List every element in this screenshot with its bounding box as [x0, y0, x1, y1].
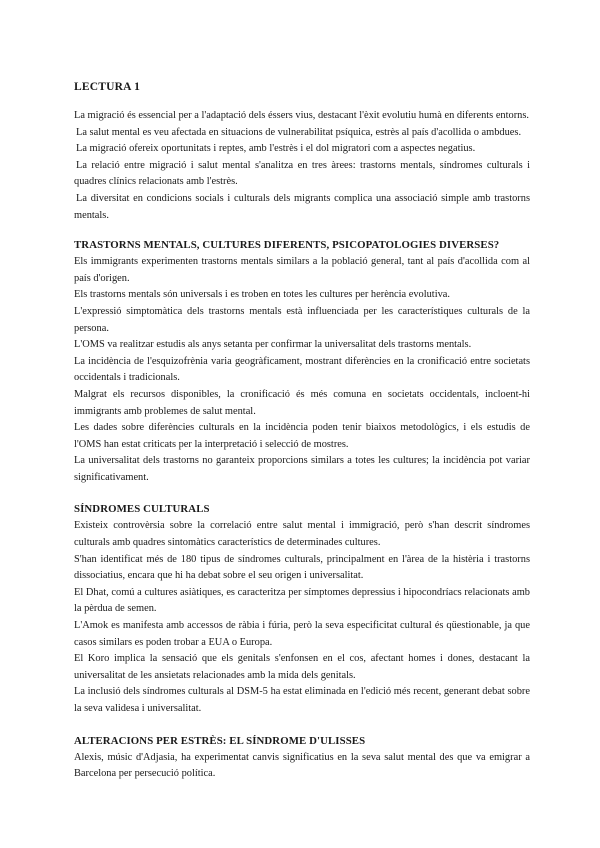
section-paragraph: S'han identificat més de 180 tipus de síndromes culturals, principalment en l'àrea de la histèria i trastorns dissociatius, encara que hi ha debat sobre el seu origen i universalitat. — [74, 553, 530, 582]
section-paragraph: La inclusió dels síndromes culturals al DSM-5 ha estat eliminada en l'edició més recent, generant debat sobre la seva validesa i universalitat. — [74, 686, 530, 714]
section-paragraph: L'Amok es manifesta amb accessos de ràbia i fúria, però la seva especificitat cultural és qüestionable, ja que casos similars es poden trobar a EUA o Europa. — [74, 620, 530, 648]
section-heading: ALTERACIONS PER ESTRÈS: EL SÍNDROME D'ULISSES — [74, 734, 366, 747]
section-paragraph: El Koro implica la sensació que els genitals s'enfonsen en el cos, afectant homes i dones, destacant la universalitat de les ansietats relacionades amb la mida dels genitals. — [74, 653, 530, 681]
section-paragraph: La incidència de l'esquizofrènia varia geogràficament, mostrant diferències en la cronificació entre societats occidentals i tradicionals. — [74, 355, 530, 384]
section-paragraph: L'expressió simptomàtica dels trastorns mentals està influenciada per les característiques culturals de la persona. — [74, 305, 530, 334]
section-paragraph: El Dhat, comú a cultures asiàtiques, es caracteritza per símptomes depressius i hipocondríacs relacionats amb la pèrdua de semen. — [74, 586, 530, 615]
section-paragraph: Els immigrants experimenten trastorns mentals similars a la població general, tant al país d'acollida com al país d'origen. — [74, 256, 530, 284]
intro-paragraph: La migració és essencial per a l'adaptació dels éssers vius, destacant l'èxit evolutiu humà en diferents entorns. — [74, 110, 530, 121]
section-paragraph: Existeix controvèrsia sobre la correlació entre salut mental i immigració, però s'han descrit síndromes culturals amb quadres sintomàtics característics de determinades cultures. — [74, 520, 530, 549]
section-paragraph: Alexis, músic d'Adjasia, ha experimentat canvis significatius en la seva salut mental des que va emigrar a Barcelona per persecució política. — [74, 751, 530, 780]
section-mental-disorders — [74, 238, 530, 486]
section-paragraph: Els trastorns mentals són universals i es troben en totes les cultures per herència evolutiva. — [74, 289, 450, 301]
section-heading: SÍNDROMES CULTURALS — [74, 503, 210, 516]
document-title: LECTURA 1 — [74, 81, 141, 93]
intro-paragraph: La salut mental es veu afectada en situacions de vulnerabilitat psíquica, estrès al país d'acollida o ambdues. — [76, 126, 522, 138]
section-paragraph: Malgrat els recursos disponibles, la cronificació és més comuna en societats occidentals, incloent-hi immigrants amb problemes de salut mental. — [74, 388, 530, 417]
section-paragraph: L'OMS va realitzar estudis als anys setanta per confirmar la universalitat dels trastorns mentals. — [74, 339, 472, 351]
section-paragraph: Les dades sobre diferències culturals en la incidència poden tenir biaixos metodològics, i els estudis de l'OMS han estat criticats per la interpretació i selecció de mostres. — [74, 422, 530, 450]
section-heading: TRASTORNS MENTALS, CULTURES DIFERENTS, PSICOPATOLOGIES DIVERSES? — [74, 239, 500, 252]
section-ulysses-syndrome — [74, 734, 530, 783]
intro-paragraph: La diversitat en condicions socials i culturals dels migrants complica una associació simple amb trastorns mentals. — [74, 192, 530, 221]
intro-paragraph: La relació entre migració i salut mental s'analitza en tres àrees: trastorns mentals, síndromes culturals i quadres clínics relacionats amb l'estrès. — [74, 159, 530, 188]
document-page — [74, 80, 530, 783]
intro-block — [74, 108, 530, 224]
section-paragraph: La universalitat dels trastorns no garanteix proporcions similars a totes les cultures; la incidència pot variar significativament. — [74, 455, 530, 483]
intro-paragraph: La migració ofereix oportunitats i reptes, amb l'estrès i el dol migratori com a aspectes negatius. — [76, 143, 476, 155]
section-cultural-syndromes — [74, 502, 530, 717]
